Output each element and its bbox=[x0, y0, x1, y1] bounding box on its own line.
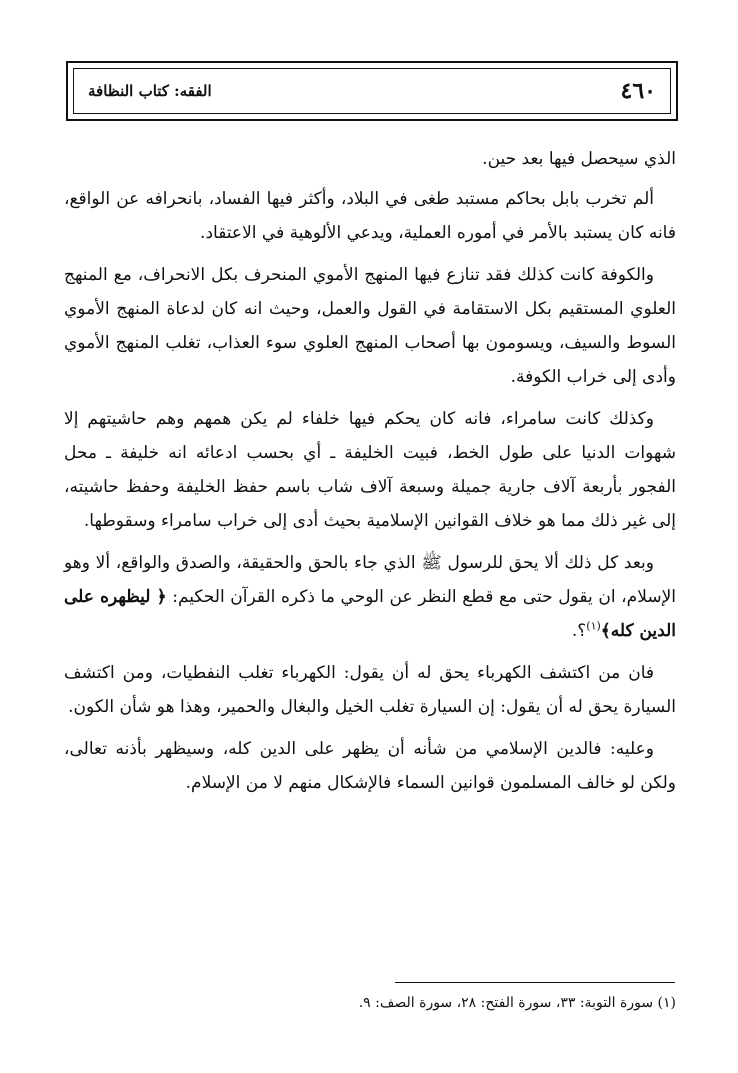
paragraph-7: وعليه: فالدين الإسلامي من شأنه أن يظهر على الدين كله، وسيظهر بأذنه تعالى، ولكن لو خالف المسلمون قوانين السماء فالإشكال منهم لا من الإسلام. bbox=[64, 739, 676, 793]
page-number: ٤٦٠ bbox=[620, 78, 656, 104]
footnote-reference: (١) bbox=[586, 619, 601, 633]
quran-quote: ﴿ ليظهره على الدين كله﴾ bbox=[64, 587, 676, 641]
paragraph-5-text: وبعد كل ذلك ألا يحق للرسول ﷺ الذي جاء بالحق والحقيقة، والصدق والواقع، ألا وهو الإسلام، ان يقول حتى مع قطع النظر عن الوحي ما ذكره القرآن الحكيم: bbox=[64, 553, 677, 607]
footnote-divider bbox=[395, 982, 675, 983]
paragraph-5 bbox=[64, 546, 676, 648]
running-header-inner bbox=[73, 68, 671, 114]
running-title: الفقه: كتاب النظافة bbox=[88, 82, 212, 100]
paragraph-1: الذي سيحصل فيها بعد حين. bbox=[482, 149, 676, 169]
running-header bbox=[66, 61, 678, 121]
paragraph-3: والكوفة كانت كذلك فقد تنازع فيها المنهج الأموي المنحرف بكل الانحراف، مع المنهج العلوي المستقيم بكل الاستقامة في القول والعمل، وحيث انه كان لدعاة المنهج الأموي السوط والسيف، ويسومون بها أصحاب المنهج العلوي سوء العذاب، تغلب المنهج الأموي وأدى إلى خراب الكوفة. bbox=[64, 265, 676, 387]
paragraph-4: وكذلك كانت سامراء، فانه كان يحكم فيها خلفاء لم يكن همهم وهم حاشيتهم إلا شهوات الدنيا على طول الخط، فبيت الخليفة ـ أي بحسب ادعائه انه خليفة ـ محل الفجور بأربعة آلاف جارية جميلة وسبعة آلاف شاب باسم حفظ الخليفة وحفظ حاشيته، إلى غير ذلك مما هو خلاف القوانين الإسلامية بحيث أدى إلى خراب سامراء وسقوطها. bbox=[64, 409, 676, 531]
paragraph-2: ألم تخرب بابل بحاكم مستبد طغى في البلاد، وأكثر فيها الفساد، بانحرافه عن الواقع، فانه كان يستبد بالأمر في أموره العملية، ويدعي الألوهية في الاعتقاد. bbox=[64, 189, 676, 243]
footnote: (١) سورة التوبة: ٣٣، سورة الفتح: ٢٨، سورة الصف: ٩. bbox=[358, 995, 676, 1011]
paragraph-5-end: ؟. bbox=[571, 621, 587, 641]
main-text bbox=[64, 142, 676, 808]
paragraph-6: فان من اكتشف الكهرباء يحق له أن يقول: الكهرباء تغلب النفطيات، ومن اكتشف السيارة يحق له أن يقول: إن السيارة تغلب الخيل والبغال والحمير، وهذا هو شأن الكون. bbox=[64, 663, 676, 717]
